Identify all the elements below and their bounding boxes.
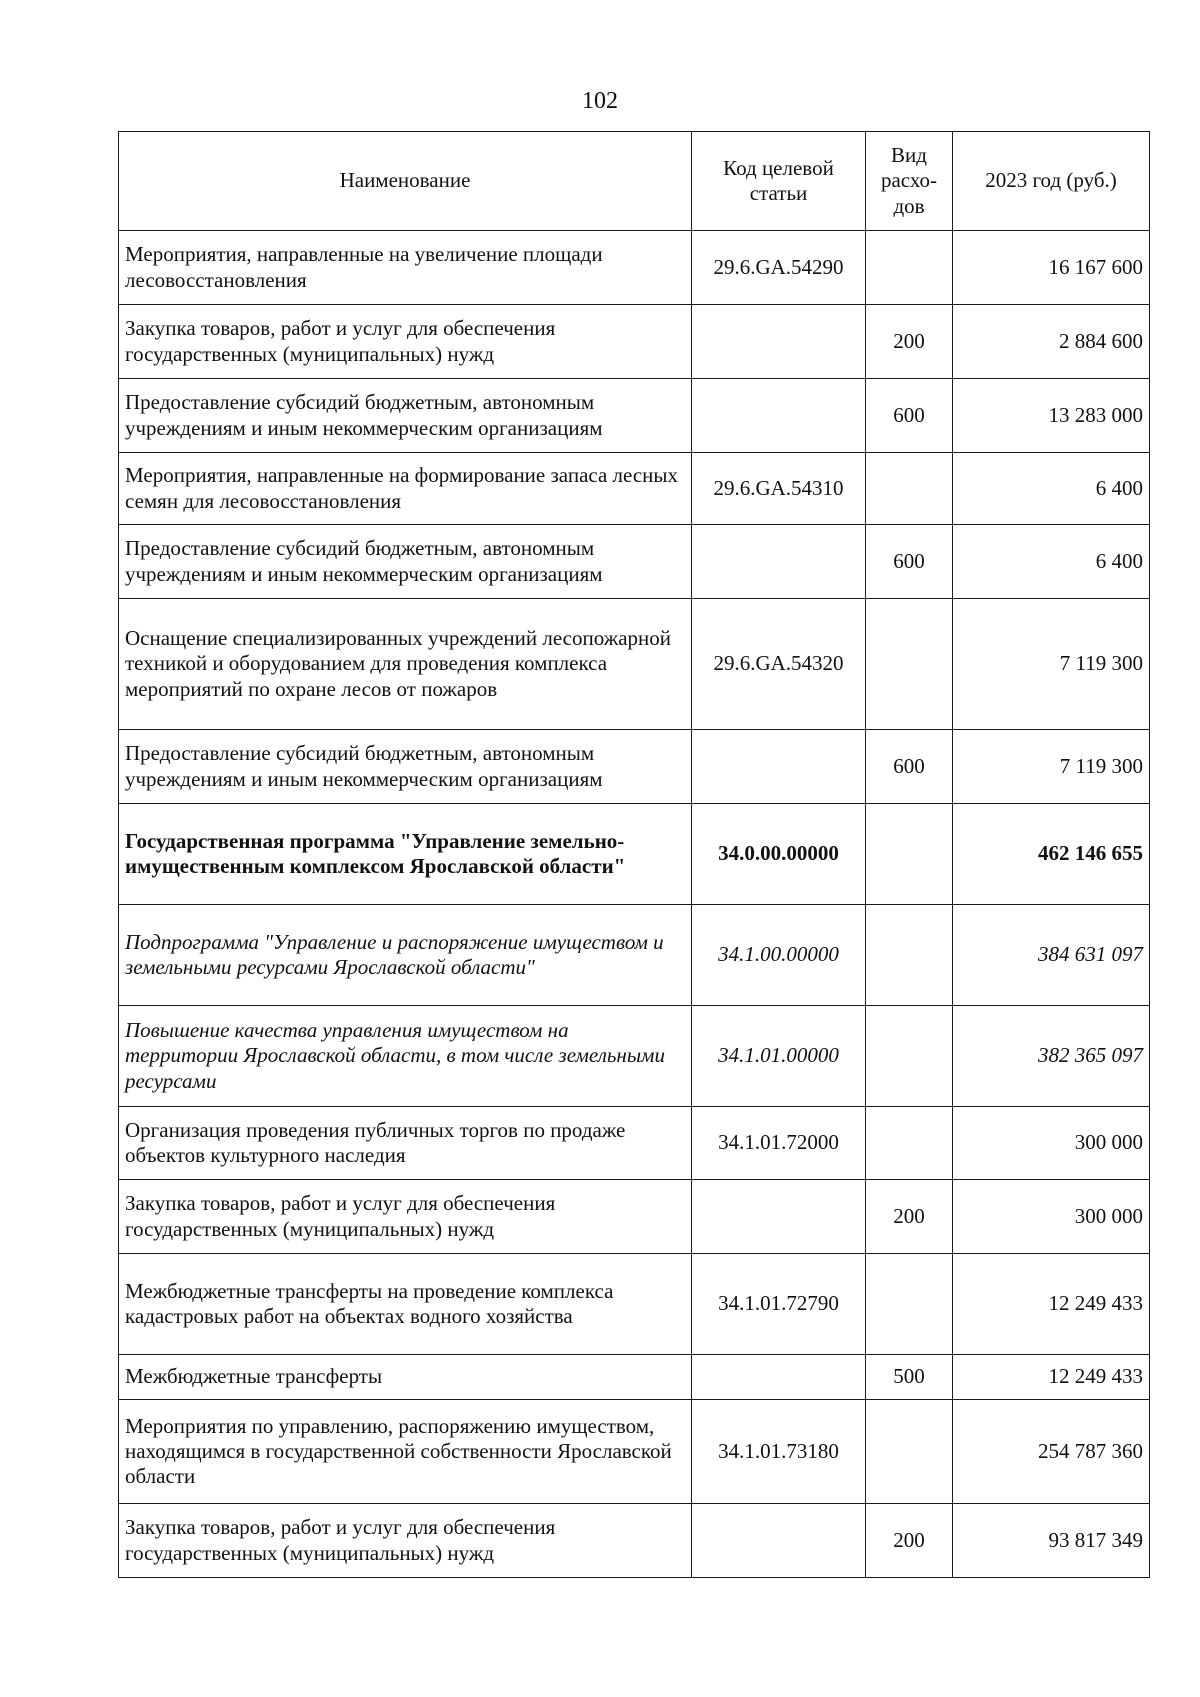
row-code [692,305,866,379]
row-name: Предоставление субсидий бюджетным, автономным учреждениям и иным некоммерческим организациям [119,379,692,453]
row-name: Мероприятия, направленные на увеличение площади лесовосстановления [119,231,692,305]
table-row [119,1107,1150,1180]
row-code [692,379,866,453]
row-type: 600 [866,730,953,804]
row-code: 29.6.GA.54320 [692,599,866,730]
row-type [866,905,953,1006]
row-amount: 300 000 [953,1180,1150,1254]
row-amount: 12 249 433 [953,1355,1150,1400]
table-row [119,1006,1150,1107]
row-code: 34.1.00.00000 [692,905,866,1006]
row-code [692,1504,866,1578]
row-type: 600 [866,379,953,453]
row-amount: 7 119 300 [953,730,1150,804]
row-type [866,231,953,305]
row-amount: 384 631 097 [953,905,1150,1006]
row-type [866,453,953,525]
page-number: 102 [582,88,618,114]
row-name: Повышение качества управления имуществом на территории Ярославской области, в том числе земельными ресурсами [119,1006,692,1107]
table-row [119,231,1150,305]
table-row [119,1400,1150,1504]
row-amount: 6 400 [953,525,1150,599]
header-amount: 2023 год (руб.) [953,132,1150,231]
table-row [119,525,1150,599]
row-name: Мероприятия по управлению, распоряжению имуществом, находящимся в государственной собственности Ярославской области [119,1400,692,1504]
row-name: Оснащение специализированных учреждений лесопожарной техникой и оборудованием для проведения комплекса мероприятий по охране лесов от пожаров [119,599,692,730]
row-code: 34.1.01.72790 [692,1254,866,1355]
row-code [692,525,866,599]
row-amount: 2 884 600 [953,305,1150,379]
row-type: 600 [866,525,953,599]
table-row [119,379,1150,453]
table-row [119,905,1150,1006]
table-row [119,305,1150,379]
table-row [119,730,1150,804]
row-type [866,1254,953,1355]
table-row [119,804,1150,905]
row-type: 200 [866,1180,953,1254]
row-name: Межбюджетные трансферты [119,1355,692,1400]
row-amount: 13 283 000 [953,379,1150,453]
header-type: Вид расхо-дов [866,132,953,231]
row-name: Подпрограмма "Управление и распоряжение имуществом и земельными ресурсами Ярославской области" [119,905,692,1006]
row-amount: 254 787 360 [953,1400,1150,1504]
row-name: Государственная программа "Управление земельно-имущественным комплексом Ярославской области" [119,804,692,905]
row-amount: 300 000 [953,1107,1150,1180]
row-type [866,1006,953,1107]
row-name: Предоставление субсидий бюджетным, автономным учреждениям и иным некоммерческим организациям [119,730,692,804]
row-amount: 462 146 655 [953,804,1150,905]
row-amount: 93 817 349 [953,1504,1150,1578]
table-row [119,453,1150,525]
row-amount: 6 400 [953,453,1150,525]
row-code: 34.1.01.72000 [692,1107,866,1180]
row-type [866,1400,953,1504]
row-code [692,730,866,804]
table-row [119,1180,1150,1254]
table-row [119,1254,1150,1355]
row-name: Закупка товаров, работ и услуг для обеспечения государственных (муниципальных) нужд [119,1180,692,1254]
row-amount: 12 249 433 [953,1254,1150,1355]
row-type [866,804,953,905]
table-row [119,599,1150,730]
row-type: 200 [866,1504,953,1578]
row-type [866,599,953,730]
row-type: 500 [866,1355,953,1400]
row-amount: 382 365 097 [953,1006,1150,1107]
budget-table [118,131,1150,1578]
row-code: 29.6.GA.54310 [692,453,866,525]
table-row [119,1504,1150,1578]
row-name: Организация проведения публичных торгов по продаже объектов культурного наследия [119,1107,692,1180]
row-code: 34.1.01.73180 [692,1400,866,1504]
table-row [119,1355,1150,1400]
header-code: Код целевой статьи [692,132,866,231]
row-name: Межбюджетные трансферты на проведение комплекса кадастровых работ на объектах водного хозяйства [119,1254,692,1355]
header-name: Наименование [119,132,692,231]
row-code: 29.6.GA.54290 [692,231,866,305]
table-header-row [119,132,1150,231]
row-type: 200 [866,305,953,379]
row-amount: 7 119 300 [953,599,1150,730]
row-code: 34.1.01.00000 [692,1006,866,1107]
row-type [866,1107,953,1180]
row-name: Закупка товаров, работ и услуг для обеспечения государственных (муниципальных) нужд [119,305,692,379]
row-code: 34.0.00.00000 [692,804,866,905]
row-name: Мероприятия, направленные на формирование запаса лесных семян для лесовосстановления [119,453,692,525]
row-amount: 16 167 600 [953,231,1150,305]
row-name: Предоставление субсидий бюджетным, автономным учреждениям и иным некоммерческим организациям [119,525,692,599]
row-code [692,1180,866,1254]
row-code [692,1355,866,1400]
row-name: Закупка товаров, работ и услуг для обеспечения государственных (муниципальных) нужд [119,1504,692,1578]
